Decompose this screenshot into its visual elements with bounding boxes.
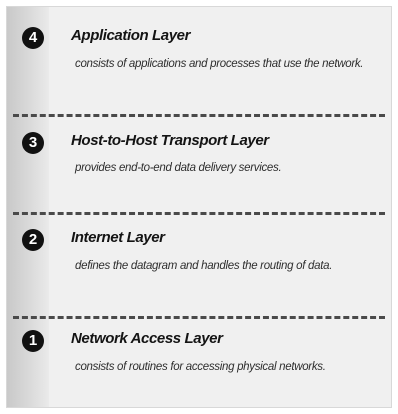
layer-1-description: consists of routines for accessing physical networks. — [75, 361, 326, 373]
layer-divider-3-2 — [13, 212, 385, 215]
layer-divider-4-3 — [13, 114, 385, 117]
layer-4-title: Application Layer — [71, 27, 191, 44]
layer-2-title: Internet Layer — [71, 229, 165, 246]
layer-2-description: defines the datagram and handles the routing of data. — [75, 260, 333, 272]
layer-3-number-badge: 3 — [22, 132, 44, 154]
layer-3-title: Host-to-Host Transport Layer — [71, 132, 269, 149]
layer-1-title: Network Access Layer — [71, 330, 223, 347]
layer-diagram — [6, 6, 392, 408]
layer-4-number-badge: 4 — [22, 27, 44, 49]
layer-3-description: provides end-to-end data delivery services. — [75, 162, 282, 174]
layer-1-number-badge: 1 — [22, 330, 44, 352]
layer-4-description: consists of applications and processes that use the network. — [75, 58, 364, 70]
layer-divider-2-1 — [13, 316, 385, 319]
layer-2-number-badge: 2 — [22, 229, 44, 251]
